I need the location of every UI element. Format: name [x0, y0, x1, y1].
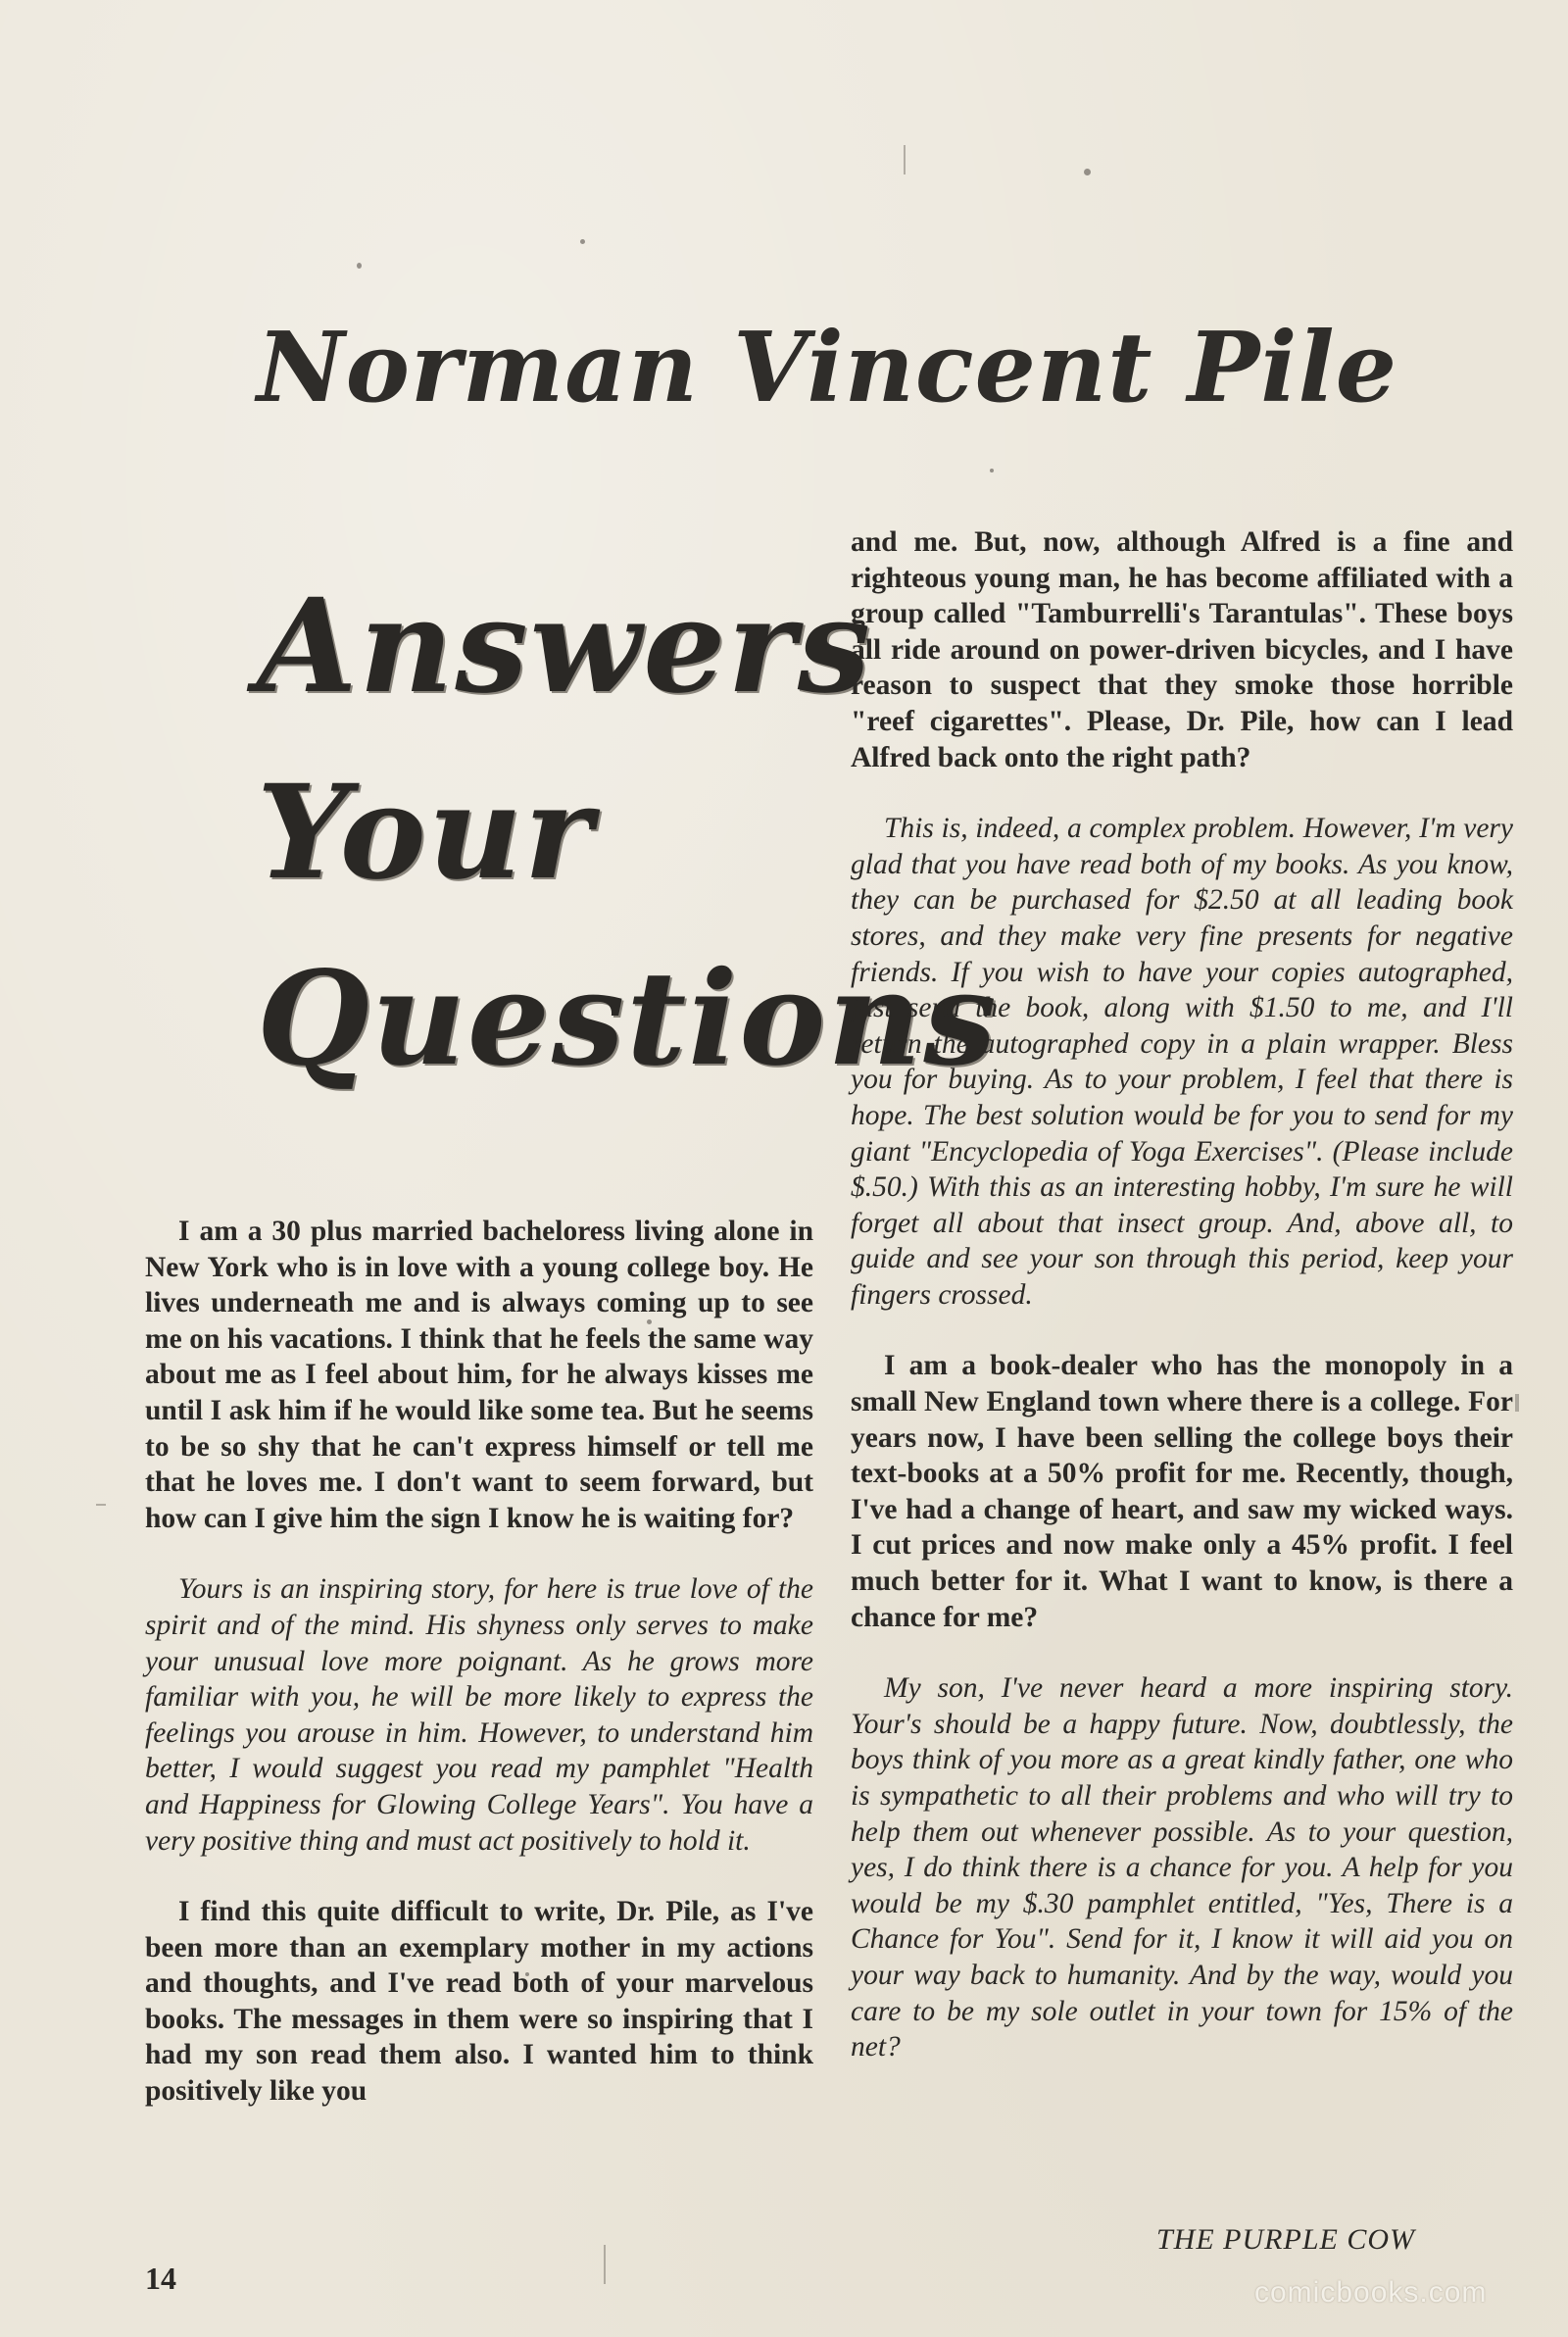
scan-scratch — [604, 2245, 606, 2284]
answer-mother: This is, indeed, a complex problem. However, I'm very glad that you have read both of my books. As you know, they can be purchased for $2.50 at all leading book stores, and they make very fine presents for negative friends. If you wish to have your copies autographed, just send the book, along with $1.50 to me, and I'll return the autographed copy in a plain wrapper. Bless you for buying. As to your problem, I feel that there is hope. The best solution would be for you to send for my giant "Encyclopedia of Yoga Exercises". (Please include $.50.) With this as an interesting hobby, I'm sure he will forget all about that insect group. And, above all, to guide and see your son through this period, keep your fingers crossed. — [851, 813, 1513, 1311]
reader-letter-mother: I find this quite difficult to write, Dr. Pile, as I've been more than an exemplary mother in my actions and thoughts, and I've read both of your marvelous books. The messages in them were so inspiring that I had my son read them also. I wanted him to think positively like you — [145, 1896, 813, 2108]
subtitle-questions: Questions — [257, 943, 999, 1095]
subtitle-answers: Answers — [257, 571, 873, 722]
reader-letter-mother-continued: and me. But, now, although Alfred is a fine and righteous young man, he has become affiliated with a group called "Tamburrelli's Tarantulas". These boys all ride around on power-driven bicycles, and I have reason to suspect that they smoke those horrible "reef cigarettes". Please, Dr. Pile, how can I lead Alfred back onto the right path? — [851, 526, 1513, 773]
dust-speck — [990, 469, 994, 472]
scan-scratch — [96, 1504, 106, 1506]
right-column — [851, 524, 1513, 2065]
publication-signature: THE PURPLE COW — [1156, 2223, 1415, 2256]
dust-speck — [357, 263, 362, 269]
left-column — [145, 1214, 813, 2110]
dust-speck — [580, 239, 585, 244]
answer-book-dealer: My son, I've never heard a more inspiring story. Your's should be a happy future. Now, doubtlessly, the boys think of you more as a great kindly father, one who is sympathetic to all their problems and who will try to help them out whenever possible. As to your question, yes, I do think there is a chance for you. A help for you would be my $.30 pamphlet entitled, "Yes, There is a Chance for You". Send for it, I know it will aid you on your way back to humanity. And by the way, would you care to be my sole outlet in your town for 15% of the net? — [851, 1672, 1513, 2064]
page-title: Norman Vincent Pile — [257, 312, 1398, 424]
dust-speck — [1084, 169, 1091, 175]
scan-scratch — [904, 145, 906, 174]
answer-bacheloress: Yours is an inspiring story, for here is true love of the spirit and of the mind. His shyness only serves to make your unusual love more poignant. As he grows more familiar with you, he will be more likely to express the feelings you arouse in him. However, to understand him better, I would suggest you read my pamphlet "Health and Happiness for Glowing College Years". You have a very positive thing and must act positively to hold it. — [145, 1573, 813, 1857]
subtitle-your: Your — [257, 757, 595, 909]
reader-letter-bacheloress: I am a 30 plus married bacheloress living alone in New York who is in love with a young college boy. He lives underneath me and is always coming up to see me on his vacations. I think that he feels the same way about me as I feel about him, for he always kisses me until I ask him if he would like some tea. But he seems to be so shy that he can't express himself or tell me that he loves me. I don't want to seem forward, but how can I give him the sign I know he is waiting for? — [145, 1216, 813, 1534]
reader-letter-book-dealer: I am a book-dealer who has the monopoly in a small New England town where there is a college. For years now, I have been selling the college boys their text-books at a 50% profit for me. Recently, though, I've had a change of heart, and saw my wicked ways. I cut prices and now make only a 45% profit. I feel much better for it. What I want to know, is there a chance for me? — [851, 1350, 1513, 1633]
scan-scratch — [1515, 1394, 1519, 1412]
site-watermark: comicbooks.com — [1254, 2276, 1488, 2309]
page-number: 14 — [145, 2261, 176, 2296]
